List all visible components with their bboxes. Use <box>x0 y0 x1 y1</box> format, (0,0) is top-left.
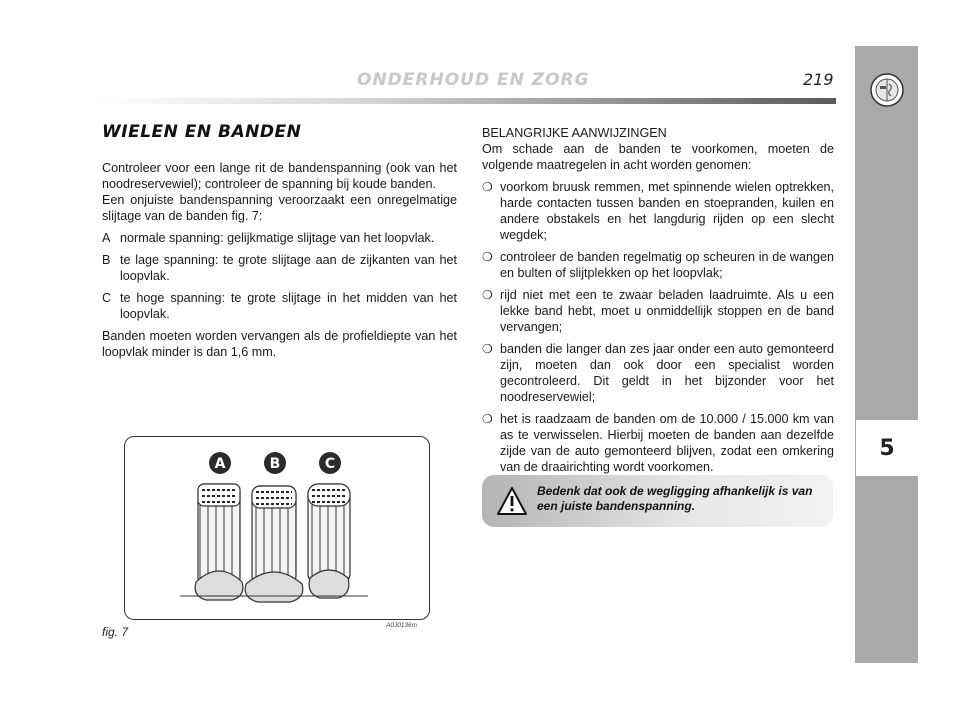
list-item-text: banden die langer dan zes jaar onder een auto gemonteerd zijn, moeten dan ook door een specialist worden gecontroleerd. Dit geldt in het bijzonder voor het noodreservewiel; <box>500 342 834 404</box>
list-item-key: A <box>102 231 111 245</box>
label-badge-a <box>209 452 231 474</box>
list-item-text: rijd niet met een te zwaar beladen laadruimte. Als u een lekke band hebt, moet u onmiddellijk stoppen en de band vervangen; <box>500 288 834 334</box>
list-item <box>102 290 457 322</box>
header-rule <box>98 98 836 104</box>
bullet-icon: ❍ <box>482 412 493 426</box>
list-item-text: controleer de banden regelmatig op scheuren in de wangen en bulten of slijtplekken op het loopvlak; <box>500 250 834 280</box>
page-number: 219 <box>803 70 834 89</box>
list-item <box>482 341 834 405</box>
list-item-text: normale spanning: gelijkmatige slijtage van het loopvlak. <box>120 231 435 245</box>
bullet-icon: ❍ <box>482 250 493 264</box>
list-item <box>102 230 457 246</box>
figure-caption: fig. 7 <box>102 625 129 639</box>
chapter-number: 5 <box>856 420 918 476</box>
figure-code: A0J0136m <box>386 622 418 629</box>
label-c: C <box>324 456 336 472</box>
section-title: WIELEN EN BANDEN <box>102 122 302 142</box>
list-item-text: voorkom bruusk remmen, met spinnende wielen optrekken, harde contacten tussen banden en stoepranden, kuilen en andere obstakels en het langdurig rijden op een slecht wegdek; <box>500 180 834 242</box>
list-item <box>482 287 834 335</box>
bullet-icon: ❍ <box>482 342 493 356</box>
bullet-icon: ❍ <box>482 288 493 302</box>
outro-paragraph: Banden moeten worden vervangen als de profieldiepte van het loopvlak minder is dan 1,6 mm. <box>102 329 457 359</box>
label-badge-b <box>264 452 286 474</box>
page-header-title: ONDERHOUD EN ZORG <box>357 70 590 90</box>
list-item <box>102 252 457 284</box>
right-column <box>482 125 834 475</box>
list-item <box>482 249 834 281</box>
tire-c <box>308 484 350 598</box>
label-badge-c <box>319 452 341 474</box>
chapter-side-tab <box>855 46 918 663</box>
left-column <box>102 122 457 360</box>
list-item-text: te hoge spanning: te grote slijtage in het midden van het loopvlak. <box>120 291 457 321</box>
intro-paragraph: Controleer voor een lange rit de bandenspanning (ook van het noodreservewiel); controleer de spanning bij koude banden. <box>102 161 457 191</box>
alfa-romeo-logo-icon <box>870 73 904 107</box>
label-b: B <box>269 456 281 472</box>
list-item-text: het is raadzaam de banden om de 10.000 / 15.000 km van as te verwisselen. Hierbij moeten de banden aan dezelfde zijde van de auto gemonteerd blijven, zodat een omkering van de draairichting wordt voorkomen. <box>500 412 834 474</box>
warning-text: Bedenk dat ook de wegligging afhankelijk is van een juiste bandenspanning. <box>537 484 813 513</box>
notes-heading: BELANGRIJKE AANWIJZINGEN <box>482 126 667 140</box>
list-item-key: B <box>102 253 111 267</box>
tire-b <box>245 486 303 602</box>
label-a: A <box>214 456 226 472</box>
tire-wear-illustration <box>124 436 430 620</box>
warning-triangle-icon <box>496 486 528 516</box>
tire-a <box>195 484 243 600</box>
list-item <box>482 179 834 243</box>
list-item <box>482 411 834 475</box>
bullet-icon: ❍ <box>482 180 493 194</box>
notes-intro: Om schade aan de banden te voorkomen, moeten de volgende maatregelen in acht worden genomen: <box>482 142 834 172</box>
list-item-text: te lage spanning: te grote slijtage aan de zijkanten van het loopvlak. <box>120 253 457 283</box>
list-item-key: C <box>102 291 112 305</box>
intro-paragraph-2: Een onjuiste bandenspanning veroorzaakt een onregelmatige slijtage van de banden fig. 7: <box>102 193 457 223</box>
